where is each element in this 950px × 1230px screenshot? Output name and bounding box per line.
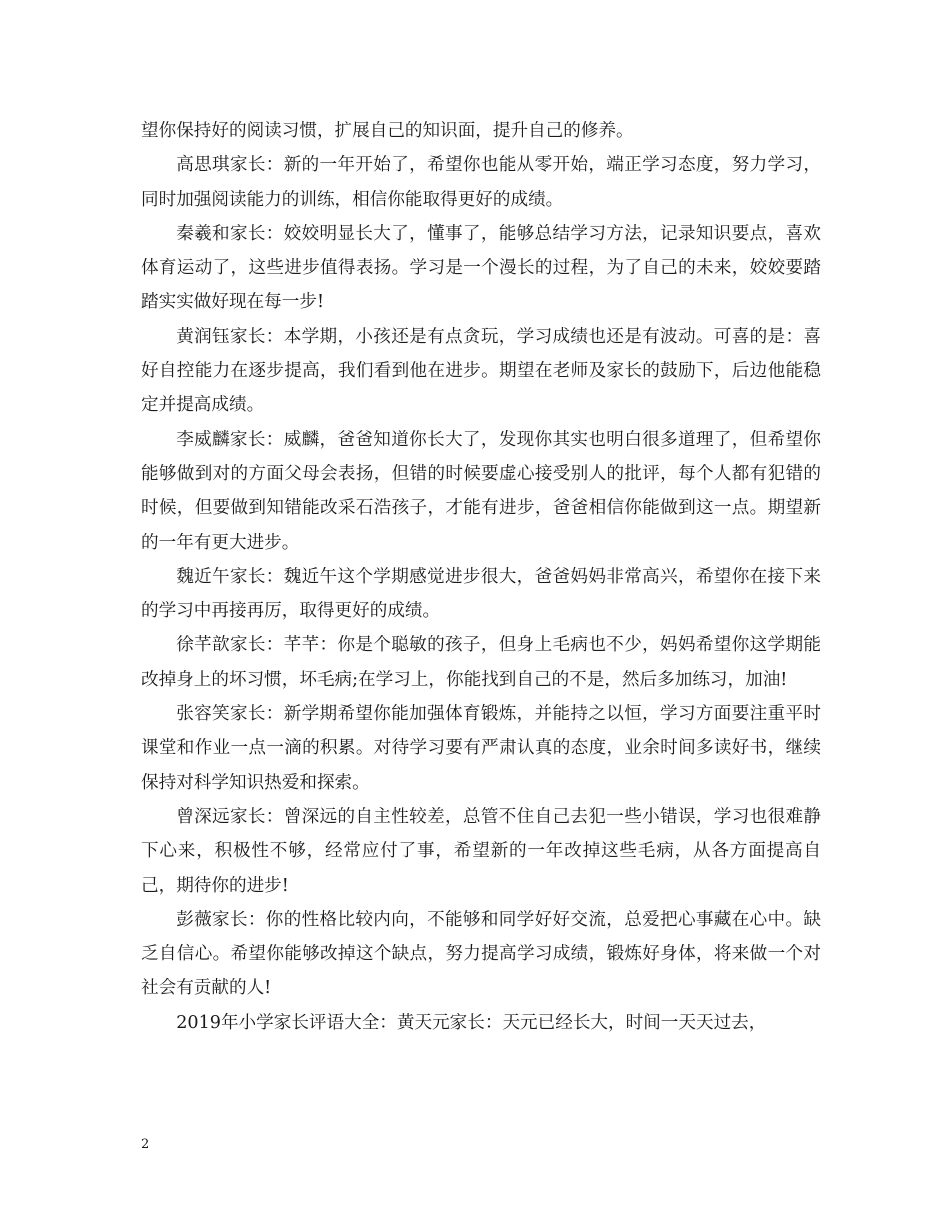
paragraph-huang-runyu: 黄润钰家长：本学期，小孩还是有点贪玩，学习成绩也还是有波动。可喜的是：喜好自控能力在逐步提高，我们看到他在进步。期望在老师及家长的鼓励下，后边他能稳定并提高成绩。 [141,326,821,416]
paragraph-xu-qianxin: 徐芊歆家长：芊芊：你是个聪敏的孩子，但身上毛病也不少，妈妈希望你这学期能改掉身上的坏习惯，坏毛病;在学习上，你能找到自己的不是，然后多加练习，加油! [141,635,821,690]
paragraph-wei-jinwu: 魏近午家长：魏近午这个学期感觉进步很大，爸爸妈妈非常高兴，希望你在接下来的学习中再接再厉，取得更好的成绩。 [141,566,821,622]
paragraph-gao-siqi: 高思琪家长：新的一年开始了，希望你也能从零开始，端正学习态度，努力学习，同时加强阅读能力的训练，相信你能取得更好的成绩。 [141,155,821,210]
paragraph-huang-tianyuan: 2019年小学家长评语大全：黄天元家长：天元已经长大，时间一天天过去， [176,1012,767,1033]
paragraph-continuation: 望你保持好的阅读习惯，扩展自己的知识面，提升自己的修养。 [141,121,634,141]
document-body [141,114,821,1040]
paragraph-qin-xihe: 秦羲和家长：姣姣明显长大了，懂事了，能够总结学习方法，记录知识要点，喜欢体育运动了，这些进步值得表扬。学习是一个漫长的过程，为了自己的未来，姣姣要踏踏实实做好现在每一步! [141,223,821,313]
page-number: 2 [141,1137,150,1152]
paragraph-peng-wei: 彭薇家长：你的性格比较内向，不能够和同学好好交流，总爱把心事藏在心中。缺乏自信心。希望你能够改掉这个缺点，努力提高学习成绩，锻炼好身体，将来做一个对社会有贡献的人! [141,909,821,999]
paragraph-li-weilin: 李威麟家长：威麟，爸爸知道你长大了，发现你其实也明白很多道理了，但希望你能够做到对的方面父母会表扬，但错的时候要虚心接受别人的批评，每个人都有犯错的时候，但要做到知错能改采石浩孩子，才能有进步，爸爸相信你能做到这一点。期望新的一年有更大进步。 [141,429,821,553]
paragraph-zhang-rongxiao: 张容笑家长：新学期希望你能加强体育锻炼，并能持之以恒，学习方面要注重平时课堂和作业一点一滴的积累。对待学习要有严肃认真的态度，业余时间多读好书，继续保持对科学知识热爱和探索。 [141,704,821,793]
paragraph-zeng-shenyuan: 曾深远家长：曾深远的自主性较差，总管不住自己去犯一些小错误，学习也很难静下心来，积极性不够，经常应付了事，希望新的一年改掉这些毛病，从各方面提高自己，期待你的进步! [141,806,821,896]
